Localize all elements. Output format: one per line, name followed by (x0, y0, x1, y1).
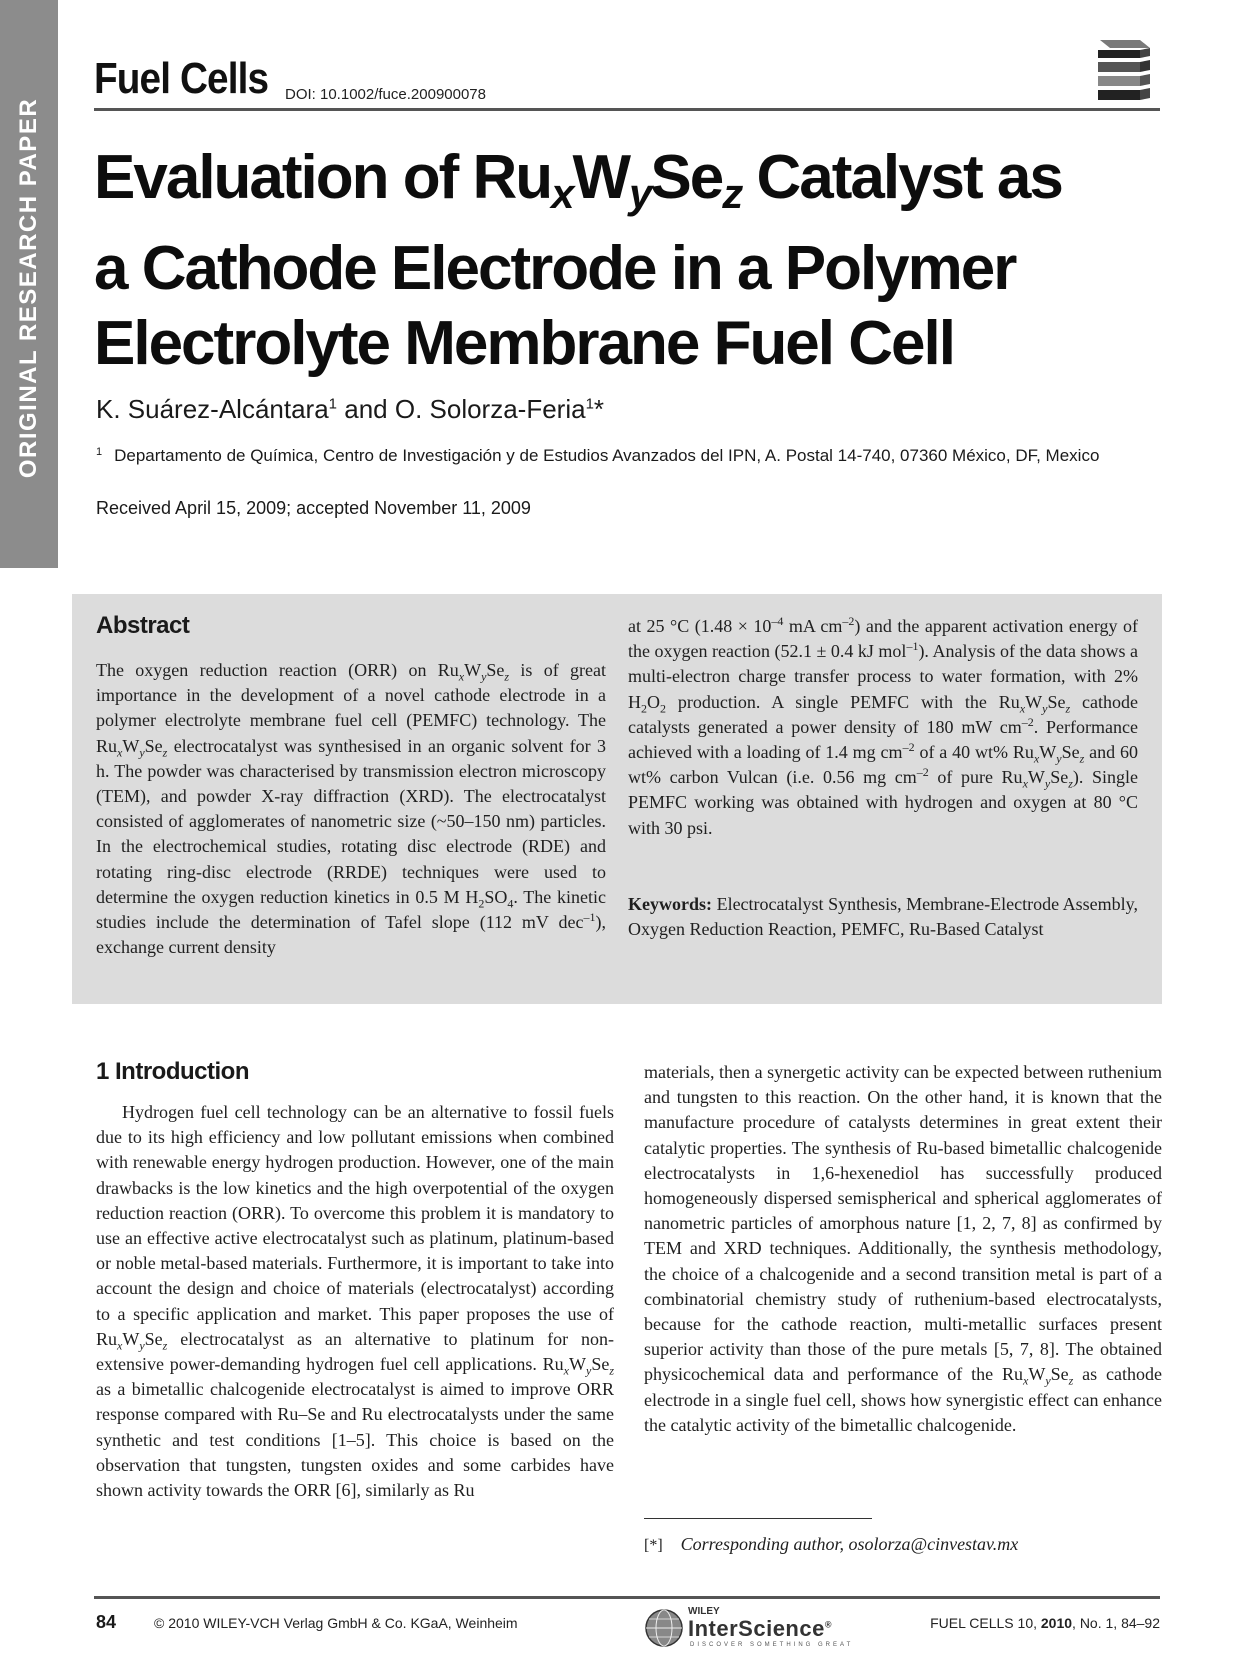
author-name: K. Suárez-Alcántara (96, 394, 329, 424)
abstract-text: ), exchange current density (96, 912, 606, 958)
abstract-text: ) and the apparent activation energy of the oxygen reaction (52.1 ± 0.4 kJ mol (628, 616, 1138, 662)
body-subscript: z (162, 1338, 168, 1353)
title-subscript: x (551, 170, 573, 217)
registered-mark: ® (824, 1619, 832, 1630)
title-subscript: y (629, 170, 651, 217)
title-text: Se (650, 143, 723, 212)
body-text: Hydrogen fuel cell technology can be an alternative to fossil fuels due to its high efficiency and low pollutant emissions when combined with renewable energy hydrogen production. However, one of the main drawbacks is the low kinetics and the high overpotential of the oxygen reduction reaction (ORR). To overcome this problem it is mandatory to use an effective active electrocatalyst such as platinum, platinum-based or noble metal-based materials. Furthermore, it is important to take into account the design and choice of materials (electrocatalyst) according to a specific application and market. This paper proposes the use of Ru (96, 1102, 614, 1349)
keywords-text: Electrocatalyst Synthesis, Membrane-Electrode Assembly, Oxygen Reduction Reaction, PEMFC, Ru-Based Catalyst (628, 894, 1138, 940)
abstract-text: is of great importance in the development of a novel cathode electrode in a polymer electrolyte membrane fuel cell (PEMFC) technology. The Ru (96, 660, 606, 756)
abstract-text: W (1039, 742, 1057, 763)
footnote-mark: [*] (644, 1537, 663, 1554)
title-text: W (572, 143, 630, 212)
body-text: W (122, 1328, 140, 1349)
author-affiliation-mark: 1 (328, 395, 338, 413)
title-subscript: z (722, 170, 742, 217)
publisher-tagline: DISCOVER SOMETHING GREAT (690, 1642, 854, 1648)
citation-suffix: , No. 1, 84–92 (1072, 1615, 1160, 1631)
corresponding-mark: * (593, 394, 605, 424)
publisher-name-text: InterScience (688, 1616, 825, 1641)
abstract-subscript: z (1079, 751, 1085, 766)
abstract-subscript: 2 (478, 896, 485, 911)
abstract-text: . The kinetic studies include the determination of Tafel slope (112 mV dec (96, 886, 606, 933)
received-dates: Received April 15, 2009; accepted November 11, 2009 (96, 498, 531, 518)
abstract-superscript: –2 (1021, 714, 1034, 729)
copyright: © 2010 WILEY-VCH Verlag GmbH & Co. KGaA, Weinheim (154, 1615, 518, 1631)
body-subscript: x (563, 1363, 569, 1378)
abstract-text: . Performance achieved with a loading of 1.4 mg cm (628, 716, 1138, 763)
body-text: W (1028, 1364, 1046, 1385)
abstract-subscript: y (481, 669, 487, 684)
abstract-subscript: y (1056, 751, 1062, 766)
abstract-column-2 (628, 614, 1138, 841)
abstract-column-1 (96, 658, 606, 960)
footnote-text: Corresponding author, osolorza@cinvestav.mx (680, 1534, 1019, 1554)
publisher-logo (644, 1604, 864, 1652)
abstract-text: cathode catalysts generated a power density of 180 mW cm (628, 691, 1138, 737)
abstract-text: W (464, 660, 482, 680)
abstract-subscript: y (139, 745, 145, 760)
abstract-subscript: y (1042, 701, 1048, 716)
doi: DOI: 10.1002/fuce.200900078 (285, 86, 486, 103)
abstract-subscript: x (1019, 701, 1026, 716)
abstract-superscript: –1 (583, 910, 596, 925)
abstract-text: Se (144, 735, 163, 756)
side-banner-label: ORIGINAL RESEARCH PAPER (15, 97, 42, 479)
body-text: as cathode electrode in a single fuel cell, shows how synergistic effect can enhance the catalytic activity of the bimetallic chalcogenide. (644, 1364, 1163, 1435)
abstract-text: and 60 wt% carbon Vulcan (i.e. 0.56 mg cm (628, 742, 1138, 788)
body-subscript: z (1068, 1374, 1074, 1389)
abstract-text: O (647, 691, 660, 712)
author-name: O. Solorza-Feria (394, 394, 586, 424)
abstract-text: Se (486, 660, 505, 680)
abstract-subscript: x (1033, 751, 1040, 766)
body-subscript: x (1023, 1374, 1029, 1389)
abstract-text: mA cm (783, 616, 843, 636)
title-text: Evaluation of Ru (94, 143, 552, 212)
abstract-text: Se (1061, 742, 1080, 763)
abstract-text: at 25 °C (1.48 × 10 (628, 616, 772, 636)
abstract-text: Se (1047, 691, 1066, 712)
abstract-subscript: x (1022, 776, 1028, 791)
abstract-subscript: z (504, 669, 510, 684)
body-subscript: y (586, 1363, 592, 1378)
publisher-small-label: WILEY (688, 1606, 720, 1617)
body-text: Se (144, 1328, 163, 1349)
keywords (628, 892, 1138, 942)
body-text: as a bimetallic chalcogenide electrocatalyst is aimed to improve ORR response compared with Ru–Se and Ru electrocatalysts under the same synthetic and test conditions [1–5]. This choice is based on the observation that tungsten, tungsten oxides and some carbides have shown activity towards the ORR [6], similarly as Ru (96, 1379, 614, 1501)
journal-stack-icon (1092, 36, 1154, 104)
abstract-text: SO (484, 886, 508, 907)
author-affiliation-mark: 1 (585, 395, 594, 413)
body-text: W (569, 1354, 586, 1375)
keywords-label: Keywords: (628, 894, 712, 914)
citation (930, 1615, 1160, 1631)
intro-column-1 (96, 1100, 614, 1503)
affiliation-mark: 1 (96, 446, 103, 458)
body-text: Se (591, 1354, 610, 1375)
affiliation-text: Departamento de Química, Centro de Investigación y de Estudios Avanzados del IPN, A. Postal 14-740, 07360 México, DF, Mexico (114, 446, 1100, 465)
globe-icon (644, 1608, 684, 1648)
abstract-superscript: –2 (916, 765, 929, 780)
abstract-superscript: –2 (842, 614, 855, 628)
abstract-text: electrocatalyst was synthesised in an organic solvent for 3 h. The powder was characterised by transmission electron microscopy (TEM), and powder X-ray diffraction (XRD). The electrocatalyst consisted of agglomerates of nanometric size (~50–150 nm) particles. In the electrochemical studies, rotating disc electrode (RDE) and rotating ring-disc electrode (RRDE) techniques were used to determine the oxygen reduction kinetics in 0.5 M H (96, 735, 606, 907)
citation-year: 2010 (1040, 1615, 1073, 1631)
intro-column-2 (644, 1060, 1162, 1438)
abstract-superscript: –4 (771, 614, 784, 628)
abstract-text: W (1025, 691, 1043, 712)
journal-name: Fuel Cells (94, 54, 269, 103)
abstract-subscript: 2 (660, 701, 666, 716)
body-subscript: z (609, 1363, 614, 1378)
title-text: Catalyst as a Cathode Electrode in a Polymer Electrolyte Membrane Fuel Cell (94, 143, 1062, 378)
publisher-name (688, 1616, 832, 1642)
abstract-text: W (122, 735, 140, 756)
abstract-subscript: 4 (507, 896, 514, 911)
side-banner (0, 0, 58, 568)
abstract-subscript: y (1044, 776, 1051, 791)
page-number: 84 (96, 1612, 117, 1632)
affiliation (96, 446, 1176, 466)
abstract-text: W (1027, 767, 1045, 788)
abstract-subscript: x (458, 669, 465, 684)
abstract-text: The oxygen reduction reaction (ORR) on Ru (96, 660, 459, 680)
abstract-subscript: z (1068, 776, 1073, 791)
abstract-text: of a 40 wt% Ru (914, 742, 1034, 763)
abstract-superscript: –1 (906, 639, 919, 654)
paragraph (644, 1060, 1162, 1438)
abstract-subscript: z (162, 745, 168, 760)
body-subscript: x (117, 1338, 123, 1353)
body-text: Se (1050, 1364, 1069, 1385)
abstract-text: ). Single PEMFC working was obtained with hydrogen and oxygen at 80 °C with 30 psi. (628, 767, 1139, 838)
abstract-subscript: x (117, 745, 123, 760)
footnote-rule (644, 1518, 872, 1519)
body-text: electrocatalyst as an alternative to platinum for non-extensive power-demanding hydrogen fuel cell applications. Ru (96, 1328, 614, 1375)
footer-rule (94, 1596, 1160, 1599)
abstract-text: ). Analysis of the data shows a multi-electron charge transfer process to water formation, with 2% H (628, 641, 1138, 712)
body-subscript: y (1045, 1374, 1051, 1389)
section-heading: 1 Introduction (96, 1058, 249, 1085)
abstract-superscript: –2 (902, 740, 915, 755)
body-subscript: y (139, 1338, 145, 1353)
abstract-subscript: z (1065, 701, 1071, 716)
article-title (94, 140, 1094, 381)
body-text: materials, then a synergetic activity can be expected between ruthenium and tungsten to this reaction. On the other hand, it is known that the manufacture procedure of catalysts determines in great extent their catalytic properties. The synthesis of Ru-based bimetallic chalcogenide electrocatalysts in 1,6-hexenediol has successfully produced homogeneously dispersed semispherical and spherical agglomerates of nanometric particles of amorphous nature [1, 2, 7, 8] as confirmed by TEM and XRD techniques. Additionally, the synthesis methodology, the choice of a chalcogenide and a second transition metal is part of a combinatorial chemistry study of ruthenium-based electrocatalysts, because for the cathode reaction, multi-metallic surfaces present superior activity than those of the pure metals [5, 7, 8]. The obtained physicochemical data and performance of the Ru (644, 1062, 1162, 1385)
footnote (644, 1534, 1018, 1555)
abstract-subscript: 2 (641, 701, 647, 716)
abstract-text: of pure Ru (928, 767, 1023, 788)
authors (96, 394, 604, 425)
paragraph (96, 1100, 614, 1503)
author-joiner: and (337, 394, 395, 424)
abstract-heading: Abstract (96, 612, 190, 639)
citation-prefix: FUEL CELLS 10, (930, 1615, 1041, 1631)
abstract-text: production. A single PEMFC with the Ru (666, 691, 1020, 712)
header-rule (94, 108, 1160, 111)
abstract-text: Se (1050, 767, 1069, 788)
